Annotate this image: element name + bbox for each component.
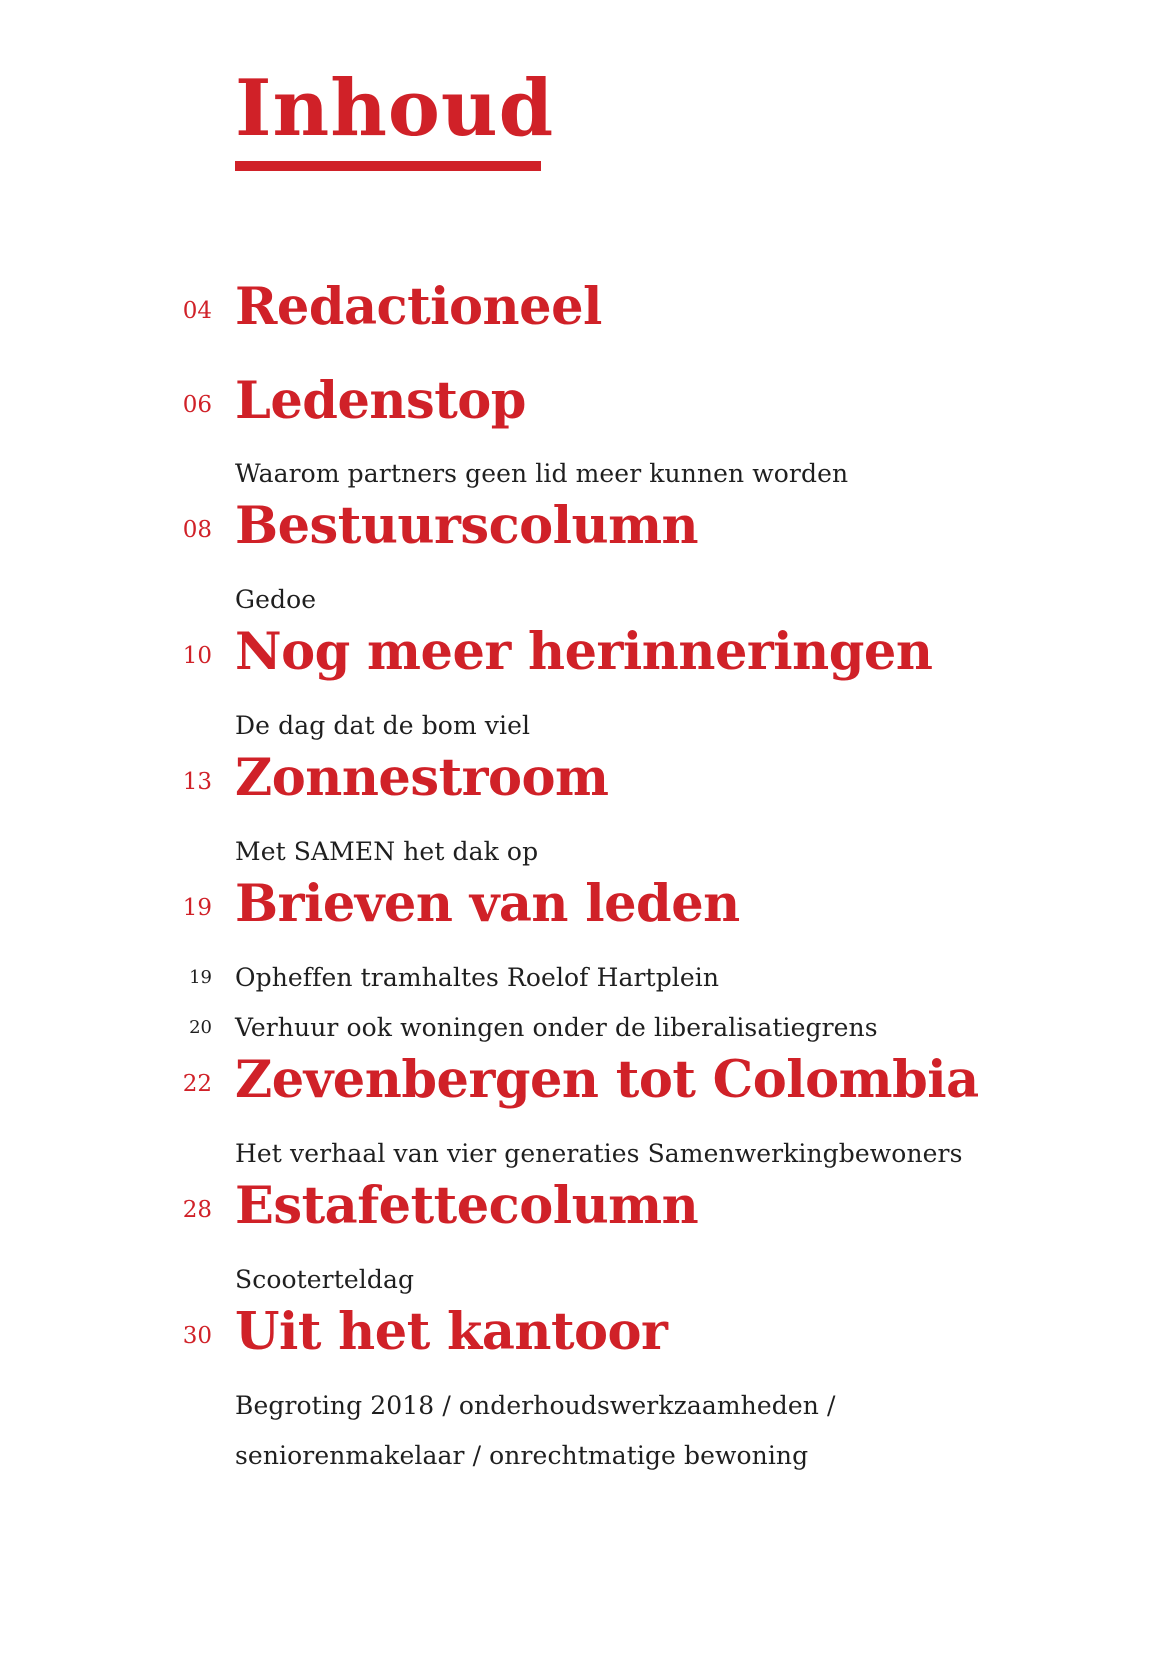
toc-subtitle: Met SAMEN het dak op bbox=[235, 837, 539, 866]
toc-subitem[interactable]: Verhuur ook woningen onder de liberalisatiegrens bbox=[235, 1013, 878, 1042]
toc-subitem[interactable]: Opheffen tramhaltes Roelof Hartplein bbox=[235, 963, 720, 992]
page-title: Inhoud bbox=[235, 63, 555, 154]
toc-heading: Bestuurscolumn bbox=[235, 496, 699, 556]
toc-subtitle-line-1: Begroting 2018 / onderhoudswerkzaamheden / bbox=[235, 1391, 836, 1420]
toc-subitem-page-number: 20 bbox=[189, 1017, 212, 1038]
toc-subtitle: De dag dat de bom viel bbox=[235, 711, 531, 740]
toc-subitem-page-number: 19 bbox=[189, 967, 212, 988]
toc-subtitle: Waarom partners geen lid meer kunnen worden bbox=[235, 459, 849, 488]
toc-subtitle-line-2: seniorenmakelaar / onrechtmatige bewoning bbox=[235, 1441, 809, 1470]
toc-heading: Ledenstop bbox=[235, 371, 526, 431]
toc-heading: Estafettecolumn bbox=[235, 1176, 699, 1236]
toc-subtitle: Scooterteldag bbox=[235, 1265, 415, 1294]
toc-subtitle: Het verhaal van vier generaties Samenwerkingbewoners bbox=[235, 1139, 963, 1168]
toc-page-number: 10 bbox=[182, 643, 212, 669]
toc-page-number: 28 bbox=[182, 1197, 212, 1223]
toc-page-number: 22 bbox=[182, 1071, 212, 1097]
toc-page-number: 06 bbox=[182, 392, 212, 418]
title-underline bbox=[235, 161, 541, 171]
toc-heading: Redactioneel bbox=[235, 277, 602, 337]
toc-page-number: 30 bbox=[182, 1323, 212, 1349]
toc-page-number: 13 bbox=[182, 769, 212, 795]
toc-heading: Zonnestroom bbox=[235, 748, 609, 808]
toc-subtitle: Gedoe bbox=[235, 585, 317, 614]
toc-heading: Brieven van leden bbox=[235, 874, 740, 934]
toc-page-number: 08 bbox=[182, 517, 212, 543]
toc-page-number: 04 bbox=[182, 298, 212, 324]
toc-heading: Nog meer herinneringen bbox=[235, 622, 933, 682]
toc-heading: Zevenbergen tot Colombia bbox=[235, 1050, 979, 1110]
toc-heading: Uit het kantoor bbox=[235, 1302, 668, 1362]
toc-page-number: 19 bbox=[182, 895, 212, 921]
